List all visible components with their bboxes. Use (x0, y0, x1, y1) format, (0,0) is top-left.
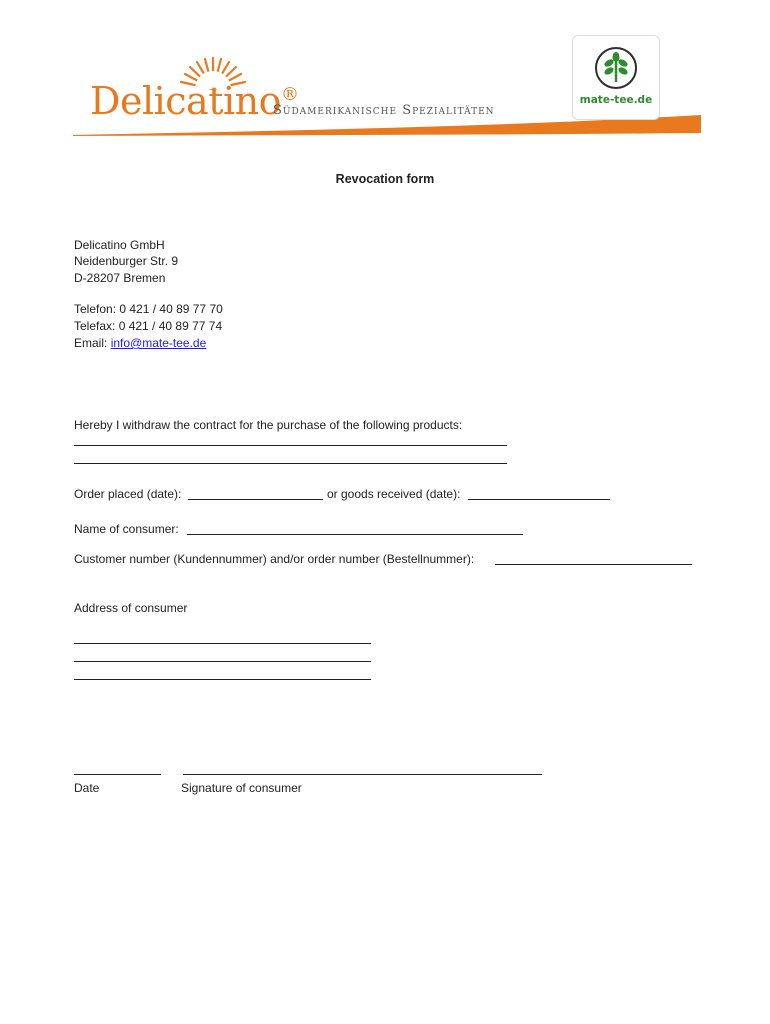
address-label: Address of consumer (74, 601, 188, 615)
tree-icon (594, 46, 638, 90)
customer-number-field[interactable] (495, 564, 692, 565)
consumer-name-field[interactable] (187, 534, 523, 535)
partner-logo-text: mate-tee.de (579, 94, 653, 106)
products-line-1[interactable] (74, 445, 507, 446)
customer-number-label: Customer number (Kundennummer) and/or order number (Bestellnummer): (74, 552, 475, 566)
company-phone: Telefon: 0 421 / 40 89 77 70 (74, 302, 223, 316)
address-line-1[interactable] (74, 643, 371, 644)
company-city: D-28207 Bremen (74, 271, 166, 285)
products-line-2[interactable] (74, 463, 507, 464)
goods-received-label: or goods received (date): (327, 487, 461, 501)
company-street: Neidenburger Str. 9 (74, 254, 179, 268)
registered-mark: ® (280, 84, 299, 105)
consumer-name-label: Name of consumer: (74, 522, 179, 536)
company-fax: Telefax: 0 421 / 40 89 77 74 (74, 319, 223, 333)
date-label: Date (74, 781, 100, 795)
signature-label: Signature of consumer (181, 781, 302, 795)
company-email-row (74, 335, 206, 351)
order-placed-field[interactable] (188, 499, 323, 500)
signature-field[interactable] (183, 774, 542, 775)
email-link[interactable]: info@mate-tee.de (110, 336, 207, 350)
date-field[interactable] (74, 774, 161, 775)
address-line-2[interactable] (74, 661, 371, 662)
brand-tagline: Südamerikanische Spezialitäten (273, 103, 495, 118)
order-placed-label: Order placed (date): (74, 487, 182, 501)
withdraw-intro: Hereby I withdraw the contract for the purchase of the following products: (74, 418, 463, 432)
company-name: Delicatino GmbH (74, 238, 165, 252)
goods-received-field[interactable] (468, 499, 610, 500)
mate-tee-logo (572, 35, 660, 120)
address-line-3[interactable] (74, 679, 371, 680)
email-label: Email: (74, 336, 111, 350)
page-title: Revocation form (335, 172, 435, 186)
brand-name: Delicatino® (90, 79, 299, 123)
